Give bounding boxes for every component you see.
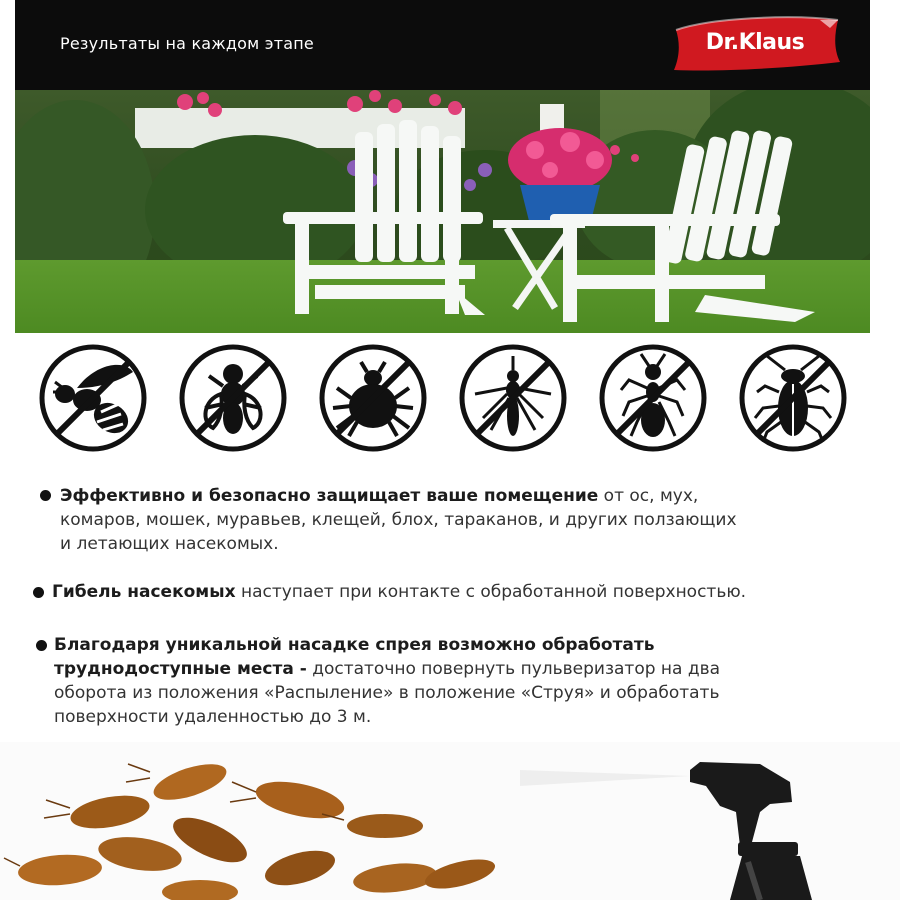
benefit-2-rest: наступает при контакте с обработанной поверхностью. bbox=[235, 582, 747, 602]
benefit-1 bbox=[60, 484, 860, 556]
mosquito-icon bbox=[457, 342, 569, 454]
cockroach-icon bbox=[737, 342, 849, 454]
garden-scene-image bbox=[15, 90, 870, 333]
benefit-1-line2: комаров, мошек, муравьев, клещей, блох, тараканов, и других ползающих bbox=[60, 510, 737, 530]
wasp-icon bbox=[37, 342, 149, 454]
header-bar bbox=[15, 0, 870, 90]
benefit-1-rest: от ос, мух, bbox=[598, 486, 699, 506]
bullet-dot bbox=[40, 490, 51, 501]
cockroaches-spray-image bbox=[0, 742, 900, 900]
benefit-3-line3: оборота из положения «Распыление» в положение «Струя» и обработать bbox=[54, 683, 720, 703]
benefit-3-line4: поверхности удаленностью до 3 м. bbox=[54, 707, 372, 727]
brand-logo bbox=[670, 14, 845, 76]
benefit-2 bbox=[52, 580, 872, 604]
benefit-3-line2-rest: достаточно повернуть пульверизатор на два bbox=[306, 659, 721, 679]
benefit-3 bbox=[54, 633, 874, 729]
fly-icon bbox=[177, 342, 289, 454]
benefit-1-bold: Эффективно и безопасно защищает ваше помещение bbox=[60, 486, 599, 506]
pest-icons-row bbox=[0, 342, 900, 454]
benefit-2-bold: Гибель насекомых bbox=[52, 582, 236, 602]
header-title: Результаты на каждом этапе bbox=[60, 34, 314, 53]
bullet-dot bbox=[36, 640, 47, 651]
cockroaches-spray-photo bbox=[0, 742, 900, 900]
benefit-3-bold-line2: труднодоступные места - bbox=[54, 659, 307, 679]
bullet-dot bbox=[33, 587, 44, 598]
ant-icon bbox=[597, 342, 709, 454]
garden-photo bbox=[15, 90, 870, 333]
tick-icon bbox=[317, 342, 429, 454]
benefit-3-bold-line1: Благодаря уникальной насадке спрея возможно обработать bbox=[54, 635, 655, 655]
brand-name: Dr.Klaus bbox=[705, 30, 805, 55]
benefit-1-line3: и летающих насекомых. bbox=[60, 534, 279, 554]
